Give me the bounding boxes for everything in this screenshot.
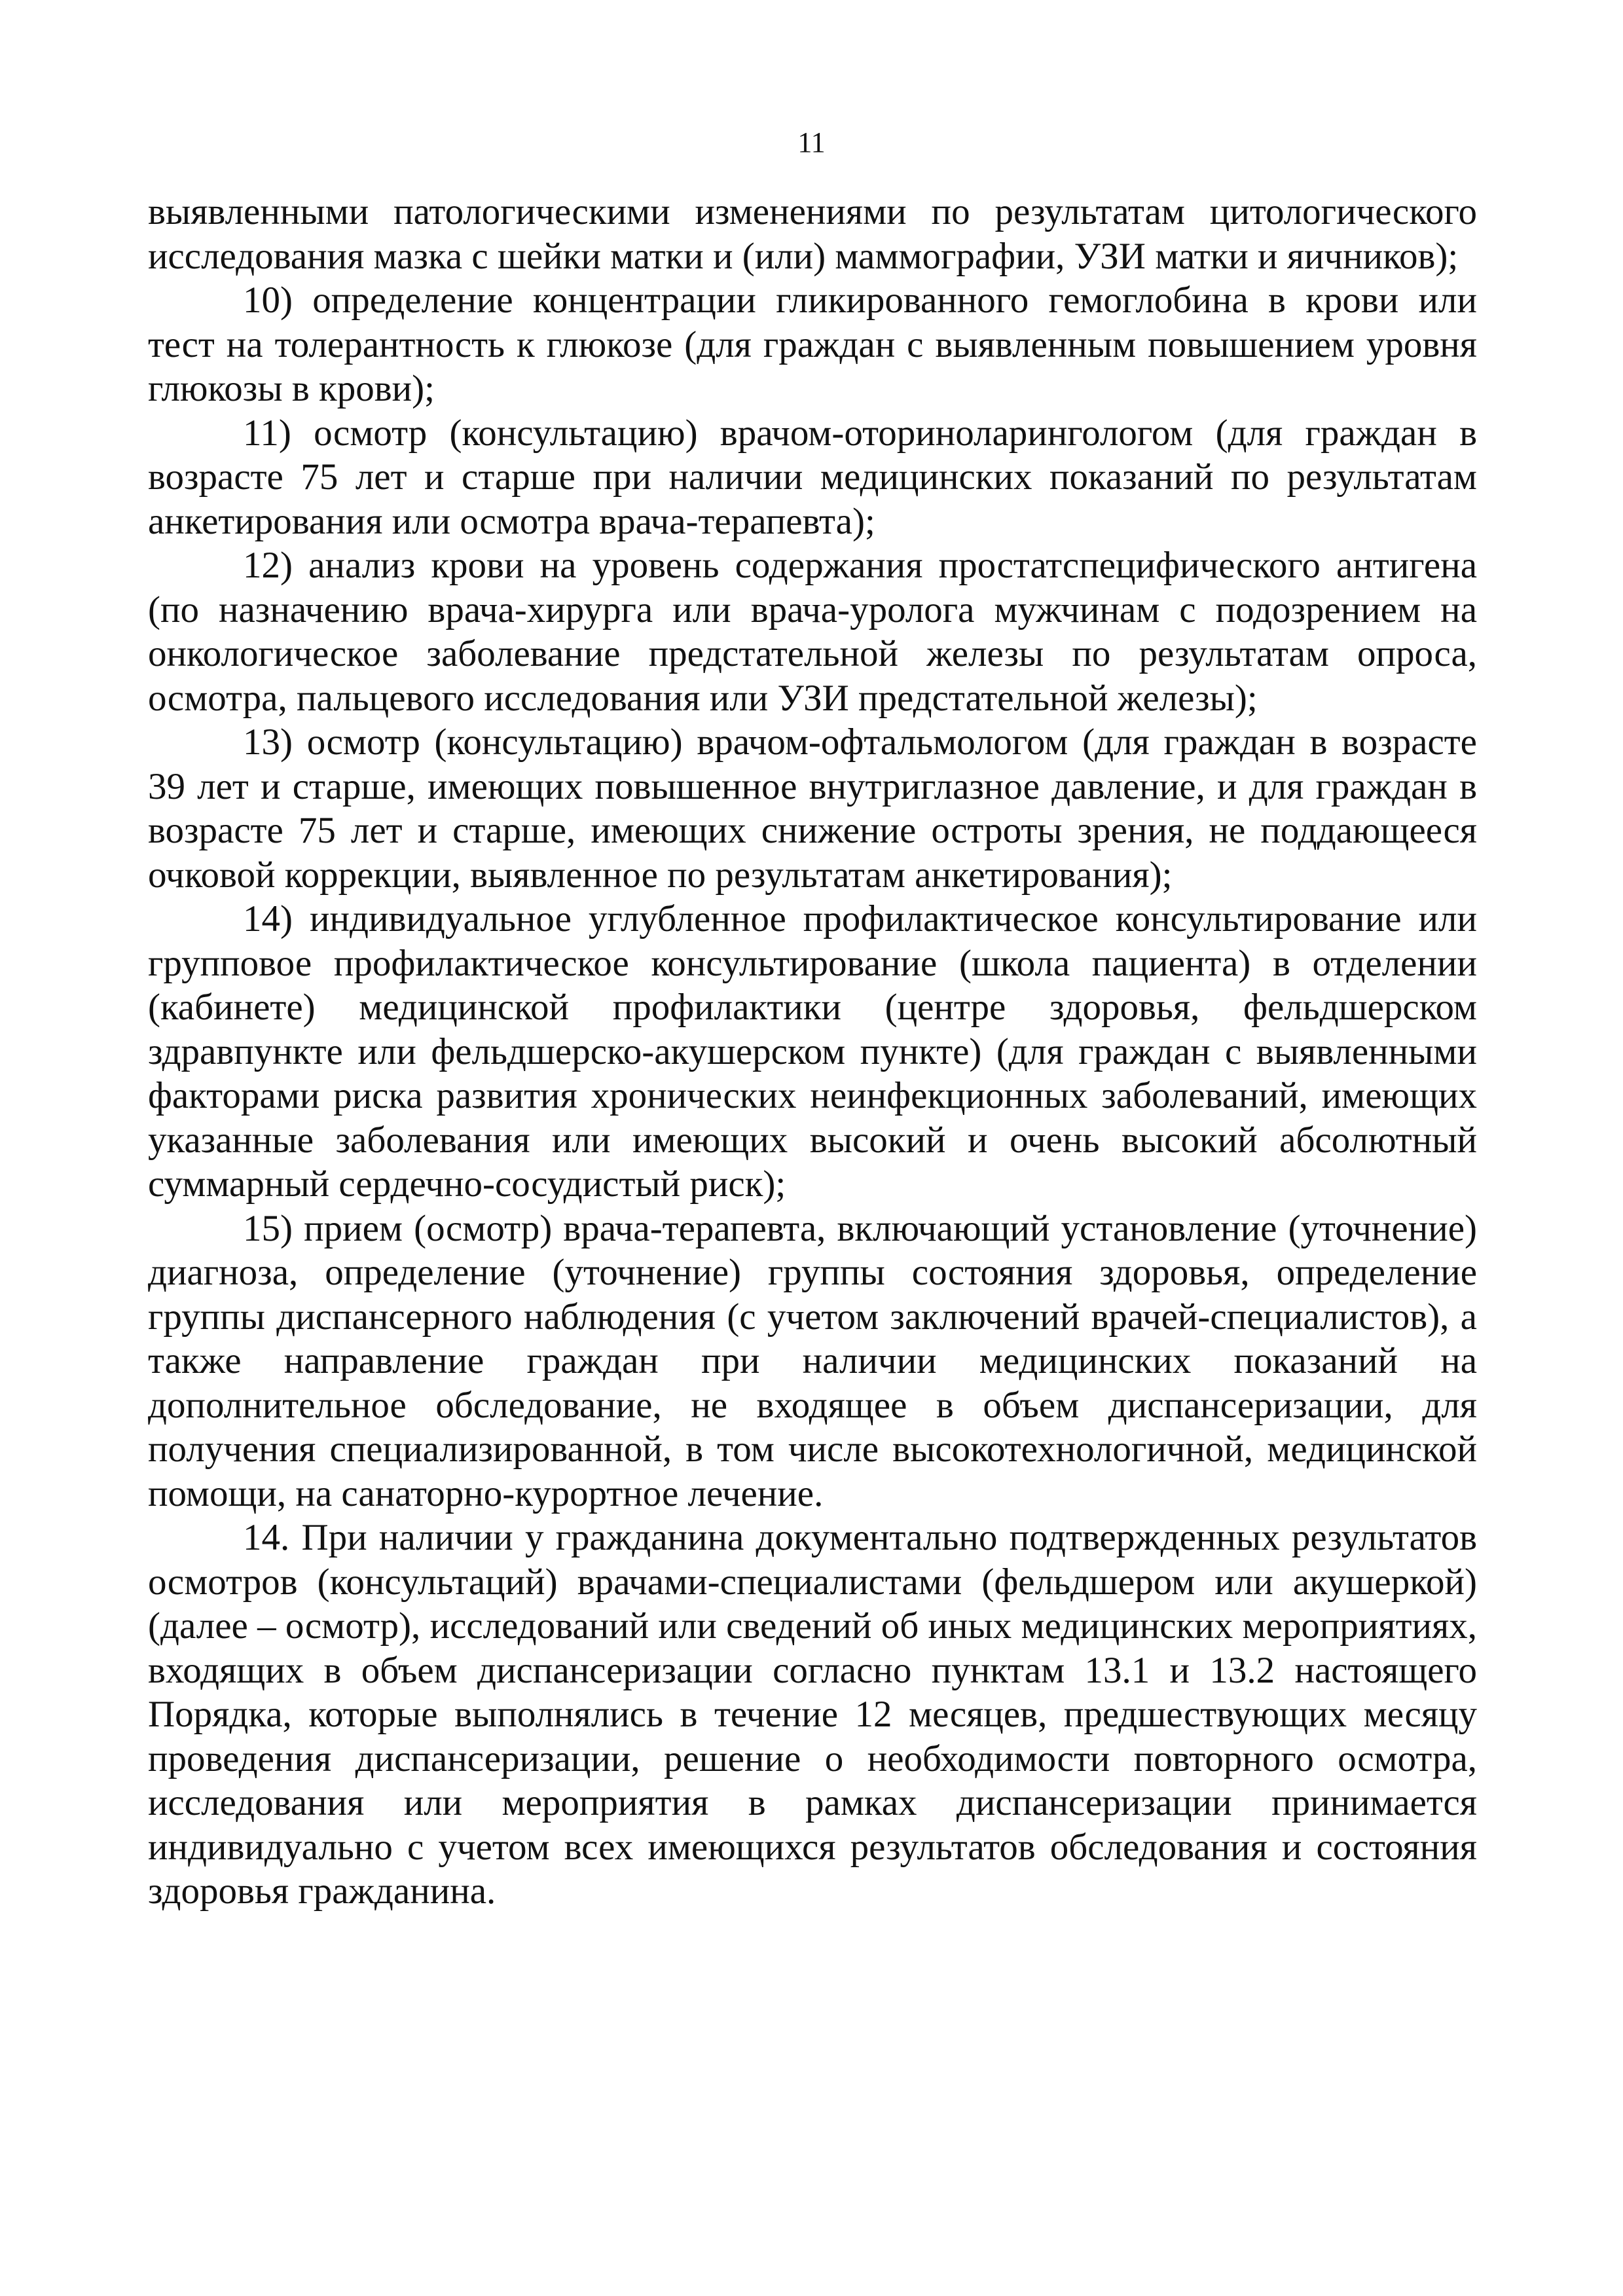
paragraph-item-11: 11) осмотр (консультацию) врачом-оториноларингологом (для граждан в возрасте 75 лет и старше при наличии медицинских показаний по результатам анкетирования или осмотра врача-терапевта); bbox=[148, 412, 1477, 542]
paragraph-item-13: 13) осмотр (консультацию) врачом-офтальмологом (для граждан в возрасте 39 лет и старше, имеющих повышенное внутриглазное давление, и для граждан в возрасте 75 лет и старше, имеющих снижение остроты зрения, не поддающееся очковой коррекции, выявленное по результатам анкетирования); bbox=[148, 721, 1477, 896]
paragraph-item-10: 10) определение концентрации гликированного гемоглобина в крови или тест на толерантность к глюкозе (для граждан с выявленным повышением уровня глюкозы в крови); bbox=[148, 280, 1477, 409]
paragraph-continuation: выявленными патологическими изменениями по результатам цитологического исследования мазка с шейки матки и (или) маммографии, УЗИ матки и яичников); bbox=[148, 191, 1477, 277]
paragraph-item-12: 12) анализ крови на уровень содержания простатспецифического антигена (по назначению врача-хирурга или врача-уролога мужчинам с подозрением на онкологическое заболевание предстательной железы по результатам опроса, осмотра, пальцевого исследования или УЗИ предстательной железы); bbox=[148, 545, 1477, 719]
page-number: 11 bbox=[797, 126, 826, 158]
paragraph-item-14: 14) индивидуальное углубленное профилактическое консультирование или групповое профилактическое консультирование (школа пациента) в отделении (кабинете) медицинской профилактики (центре здоровья, фельдшерском здравпункте или фельдшерско-акушерском пункте) (для граждан с выявленными факторами риска развития хронических неинфекционных заболеваний, имеющих указанные заболевания или имеющих высокий и очень высокий абсолютный суммарный сердечно-сосудистый риск); bbox=[148, 898, 1477, 1205]
paragraph-section-14: 14. При наличии у гражданина документально подтвержденных результатов осмотров (консультаций) врачами-специалистами (фельдшером или акушеркой) (далее – осмотр), исследований или сведений об иных медицинских мероприятиях, входящих в объем диспансеризации согласно пунктам 13.1 и 13.2 настоящего Порядка, которые выполнялись в течение 12 месяцев, предшествующих месяцу проведения диспансеризации, решение о необходимости повторного осмотра, исследования или мероприятия в рамках диспансеризации принимается индивидуально с учетом всех имеющихся результатов обследования и состояния здоровья гражданина. bbox=[148, 1517, 1477, 1912]
paragraph-item-15: 15) прием (осмотр) врача-терапевта, включающий установление (уточнение) диагноза, определение (уточнение) группы состояния здоровья, определение группы диспансерного наблюдения (с учетом заключений врачей-специалистов), а также направление граждан при наличии медицинских показаний на дополнительное обследование, не входящее в объем диспансеризации, для получения специализированной, в том числе высокотехнологичной, медицинской помощи, на санаторно-курортное лечение. bbox=[148, 1207, 1477, 1514]
document-body bbox=[148, 190, 1477, 1914]
